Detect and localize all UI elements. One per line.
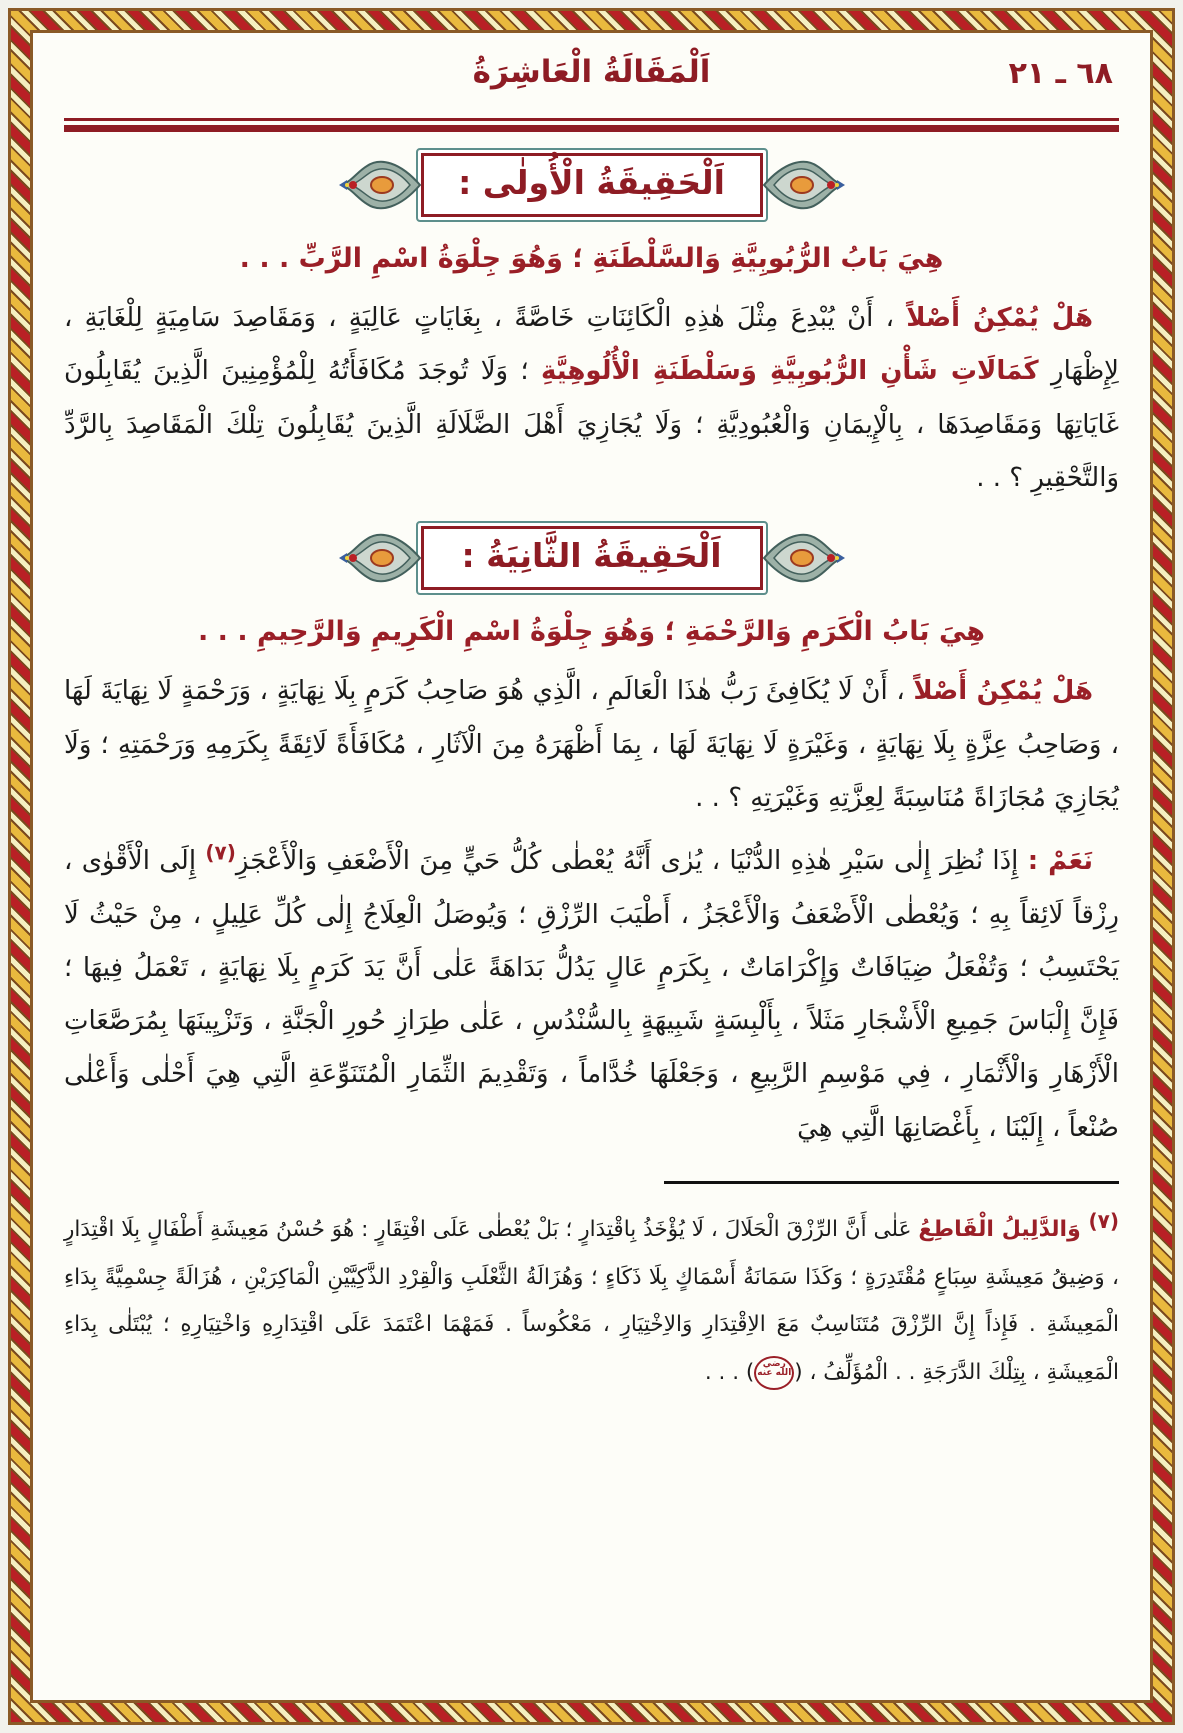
author-seal: رضي الله عنه xyxy=(754,1356,794,1390)
header-rule-thin xyxy=(64,118,1119,121)
cartouche-floral-ornament-left-icon xyxy=(338,527,422,589)
section2-cartouche xyxy=(64,521,1119,595)
body-text: إِذَا نُظِرَ إِلٰى سَيْرِ هٰذِهِ الدُّنْيَا ، يُرٰى أَنَّهُ يُعْطٰى كُلُّ حَيٍّ مِنَ الْأَضْعَفِ وَالْأَعْجَزِ xyxy=(235,846,1028,877)
section1-heading: اَلْحَقِيقَةُ الْأُولٰى : xyxy=(458,163,725,202)
section2-heading: اَلْحَقِيقَةُ الثَّانِيَةُ : xyxy=(461,536,722,576)
footnote-separator-rule xyxy=(664,1181,1119,1184)
section2-paragraph xyxy=(64,665,1119,825)
page-title: اَلْمَقَالَةُ الْعَاشِرَةُ xyxy=(472,54,711,90)
lead-phrase: هَلْ يُمْكِنُ أَصْلاً xyxy=(913,676,1093,707)
lead-phrase: هَلْ يُمْكِنُ أَصْلاً xyxy=(906,303,1094,334)
cartouche-floral-ornament-right-icon xyxy=(762,527,846,589)
cartouche-floral-ornament-left-icon xyxy=(338,154,422,216)
lead-phrase: نَعَمْ : xyxy=(1027,846,1094,877)
paren-open: ( xyxy=(794,1359,803,1385)
body-text: ، أَنْ يُبْدِعَ مِثْلَ هٰذِهِ الْكَائِنَاتِ خَاصَّةً ، بِغَايَاتٍ عَالِيَةٍ ، وَمَقَاصِدَ سَامِيَةٍ لِلْغَايَةِ ، لِإِظْهَارِ xyxy=(64,303,1120,387)
page-content xyxy=(64,44,1119,1689)
section2-subtitle: هِيَ بَابُ الْكَرَمِ وَالرَّحْمَةِ ؛ وَهُوَ جِلْوَةُ اسْمِ الْكَرِيمِ وَالرَّحِيمِ . . . xyxy=(198,616,985,648)
body-text: إِلَى الْأَقْوٰى ، رِزْقاً لَائِقاً بِهِ ؛ وَيُعْطٰى الْأَضْعَفُ وَالْأَعْجَزُ ، أَطْيَبَ الرِّزْقِ ؛ وَيُوصَلُ الْعِلَاجُ إِلٰى كُلِّ عَلِيلٍ ، مِنْ حَيْثُ لَا يَحْتَسِبُ ؛ وَتُفْعَلُ ضِيَافَاتٌ وَإِكْرَامَاتٌ ، بِكَرَمٍ عَالٍ يَدُلُّ بَدَاهَةً عَلٰى أَنَّ يَدَ كَرَمٍ بِلَا نِهَايَةٍ ، تَعْمَلُ فِيهَا ؛ فَإِنَّ إِلْبَاسَ جَمِيعِ الْأَشْجَارِ مَثَلاً ، بِأَلْبِسَةٍ شَبِيهَةٍ بِالسُّنْدُسِ ، عَلٰى طِرَازِ حُورِ الْجَنَّةِ ، وَتَزْيِينَهَا بِمُرَصَّعَاتِ الْأَزْهَارِ وَالْأَثْمَارِ ، فِي مَوْسِمِ الرَّبِيعِ ، وَجَعْلَهَا خُدَّاماً ، وَتَقْدِيمَ الثِّمَارِ الْمُتَنَوِّعَةِ الَّتِي هِيَ أَحْلٰى وَأَعْلٰى صُنْعاً ، إِلَيْنَا ، بِأَغْصَانِهَا الَّتِي هِيَ xyxy=(64,846,1119,1143)
body-text: ؛ وَلَا تُوجَدَ مُكَافَأَتُهُ لِلْمُؤْمِنِينَ الَّذِينَ يُقَابِلُونَ غَايَاتِهَا وَمَقَاصِدَهَا ، بِالْإِيمَانِ وَالْعُبُودِيَّةِ ؛ وَلَا يُجَازِيَ أَهْلَ الضَّلَالَةِ الَّذِينَ يُقَابِلُونَ تِلْكَ الْمَقَاصِدَ بِالرَّدِّ وَالتَّحْقِيرِ ؟ . . xyxy=(64,356,1119,493)
section1-paragraph xyxy=(64,292,1119,505)
body-text: ، أَنْ لَا يُكَافِئَ رَبُّ هٰذَا الْعَالَمِ ، الَّذِي هُوَ صَاحِبُ كَرَمٍ بِلَا نِهَايَةٍ ، وَرَحْمَةٍ لَا نِهَايَةَ لَهَا ، وَصَاحِبُ عِزَّةٍ بِلَا نِهَايَةٍ ، وَغَيْرَةٍ لَا نِهَايَةَ لَهَا ، بِمَا أَظْهَرَهُ مِنَ الْآثَارِ ، مُكَافَأَةً لَائِقَةً بِكَرَمِهِ وَرَحْمَتِهِ ؛ وَلَا يُجَازِيَ مُجَازَاةً مُنَاسِبَةً لِعِزَّتِهِ وَغَيْرَتِهِ ؟ . . xyxy=(64,676,1119,813)
section3-paragraph xyxy=(64,835,1119,1155)
section1-cartouche xyxy=(64,148,1119,222)
page-header xyxy=(64,54,1119,112)
section1-heading-box xyxy=(416,148,768,222)
emphasized-phrase: كَمَالَاتِ شَأْنِ الرُّبُوبِيَّةِ وَسَلْطَنَةِ الْأُلُوهِيَّةِ xyxy=(541,356,1039,387)
footnote-body-text: عَلٰى أَنَّ الرِّزْقَ الْحَلَالَ ، لَا يُؤْخَذُ بِاقْتِدَارٍ ؛ بَلْ يُعْطٰى عَلَى افْتِقَارٍ : هُوَ حُسْنُ مَعِيشَةِ أَطْفَالٍ بِلَا اقْتِدَارٍ ، وَضِيقُ مَعِيشَةِ سِبَاعٍ مُقْتَدِرَةٍ ؛ وَكَذَا سَمَانَةُ أَسْمَاكٍ بِلَا ذَكَاءٍ ؛ وَهُزَالَةُ الثَّعْلَبِ وَالْقِرْدِ الذَّكِيَّيْنِ الْمَاكِرَيْنِ ، هُزَالَةً جِسْمِيَّةً بِدَاءِ الْمَعِيشَةِ . فَإِذاً إِنَّ الرِّزْقَ مُتَنَاسِبٌ مَعَ الاِقْتِدَارِ وَالاِخْتِيَارِ ، مَعْكُوساً . فَمَهْمَا اعْتَمَدَ عَلَى اقْتِدَارِهِ وَاخْتِيَارِهِ ؛ يُبْتَلٰى بِدَاءِ الْمَعِيشَةِ ، بِتِلْكَ الدَّرَجَةِ . . الْمُؤَلِّفُ ، xyxy=(64,1216,1119,1385)
footnote-paragraph xyxy=(64,1206,1119,1396)
footnote-lead-phrase: وَالدَّلِيلُ الْقَاطِعُ xyxy=(918,1216,1089,1242)
section2-heading-box xyxy=(416,521,768,595)
footnote-reference: (٧) xyxy=(205,840,236,865)
page-numbers: ٦٨ ـ ٢١ xyxy=(1008,56,1113,91)
header-double-rule xyxy=(64,118,1119,132)
footnote-marker: (٧) xyxy=(1088,1208,1119,1233)
cartouche-floral-ornament-right-icon xyxy=(762,154,846,216)
section1-subtitle: هِيَ بَابُ الرُّبُوبِيَّةِ وَالسَّلْطَنَةِ ؛ وَهُوَ جِلْوَةُ اسْمِ الرَّبِّ . . . xyxy=(239,243,944,275)
header-rule-thick xyxy=(64,125,1119,132)
footnote-trailing-dots: ) . . . xyxy=(704,1359,755,1385)
